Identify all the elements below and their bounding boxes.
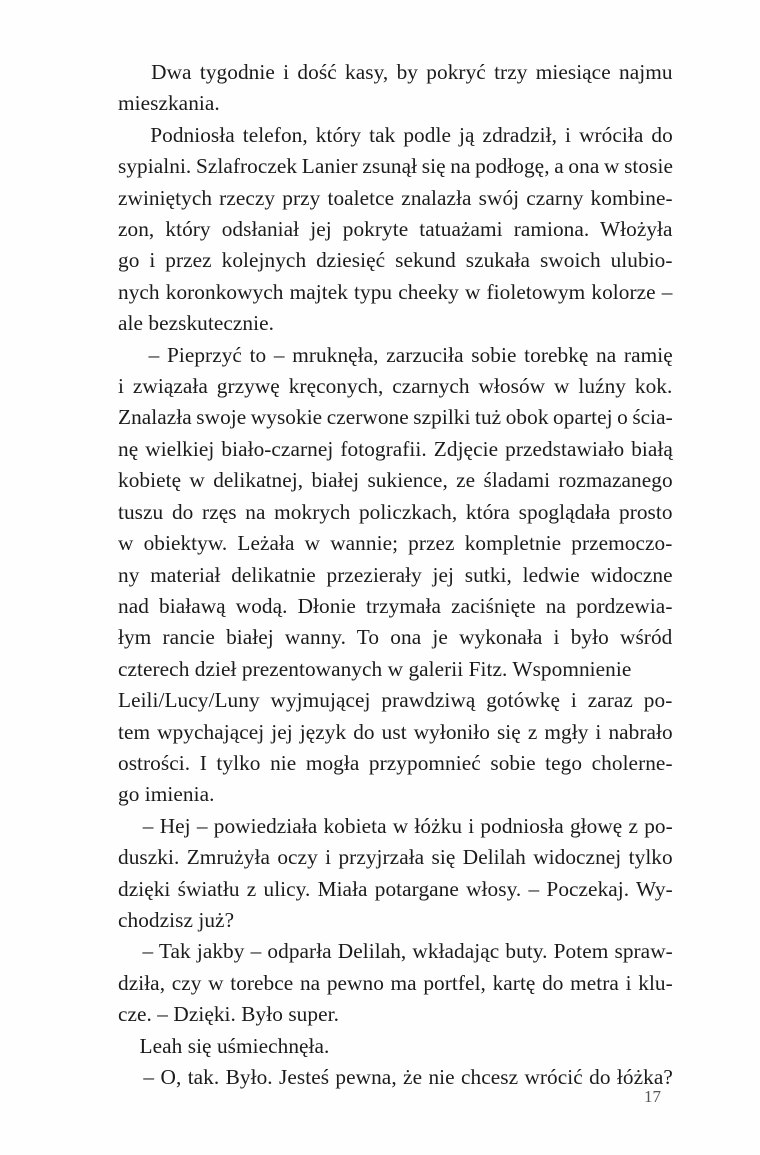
text-line: nę wielkiej biało-czarnej fotografii. Zdjęcie przedstawiało białą	[118, 436, 673, 461]
text-line: Znalazła swoje wysokie czerwone szpilki tuż obok opartej o ścia-	[118, 405, 673, 430]
text-line: i związała grzywę kręconych, czarnych włosów w luźny kok.	[118, 374, 673, 399]
text-line: go i przez kolejnych dziesięć sekund szukała swoich ulubio-	[118, 248, 673, 273]
text-line: duszki. Zmrużyła oczy i przyjrzała się Delilah widocznej tylko	[118, 845, 673, 870]
text-line: ale bezskutecznie.	[118, 311, 274, 336]
text-line: – Pieprzyć to – mruknęła, zarzuciła sobie torebkę na ramię	[118, 342, 673, 367]
body-text-block	[118, 57, 673, 1093]
text-line: Leah się uśmiechnęła.	[118, 1033, 330, 1058]
text-line: zwiniętych rzeczy przy toaletce znalazła swój czarny kombine-	[118, 185, 673, 210]
text-line: – O, tak. Było. Jesteś pewna, że nie chcesz wrócić do łóżka?	[118, 1065, 673, 1089]
text-line: – Tak jakby – odparła Delilah, wkładając buty. Potem spraw-	[118, 939, 673, 964]
text-line: czterech dzieł prezentowanych w galerii Fitz. Wspomnienie	[118, 656, 632, 681]
text-line: chodzisz już?	[118, 907, 235, 932]
text-line: Podniosła telefon, który tak podle ją zdradził, i wróciła do	[118, 122, 673, 147]
text-line: zon, który odsłaniał jej pokryte tatuażami ramiona. Włożyła	[118, 217, 673, 242]
text-line: dziła, czy w torebce na pewno ma portfel, kartę do metra i klu-	[118, 970, 673, 995]
text-line: ostrości. I tylko nie mogła przypomnieć sobie tego cholerne-	[118, 750, 673, 775]
text-line: sypialni. Szlafroczek Lanier zsunął się na podłogę, a ona w stosie	[118, 154, 673, 179]
page-number: 17	[644, 1087, 661, 1106]
text-line: – Hej – powiedziała kobieta w łóżku i podniosła głowę z po-	[118, 813, 673, 838]
text-line: tem wpychającej jej język do ust wyłoniło się z mgły i nabrało	[118, 719, 673, 744]
text-line: w obiektyw. Leżała w wannie; przez kompletnie przemoczo-	[118, 531, 673, 556]
text-line: cze. – Dzięki. Było super.	[118, 1002, 339, 1027]
text-line: mieszkania.	[118, 91, 220, 116]
text-line: Leili/Lucy/Luny wyjmującej prawdziwą gotówkę i zaraz po-	[118, 688, 673, 713]
text-line: nad białawą wodą. Dłonie trzymała zaciśnięte na pordzewia-	[118, 593, 673, 618]
text-line: tuszu do rzęs na mokrych policzkach, która spoglądała prosto	[118, 499, 673, 524]
text-line: ny materiał delikatnie przezierały jej sutki, ledwie widoczne	[118, 562, 673, 587]
text-line: nych koronkowych majtek typu cheeky w fioletowym kolorze –	[118, 279, 673, 304]
text-line: go imienia.	[118, 782, 215, 807]
text-line: kobietę w delikatnej, białej sukience, ze śladami rozmazanego	[118, 468, 673, 493]
text-line: łym rancie białej wanny. To ona je wykonała i było wśród	[118, 625, 673, 650]
text-line: Dwa tygodnie i dość kasy, by pokryć trzy miesiące najmu	[118, 60, 673, 84]
text-line: dzięki światłu z ulicy. Miała potargane włosy. – Poczekaj. Wy-	[118, 876, 673, 901]
